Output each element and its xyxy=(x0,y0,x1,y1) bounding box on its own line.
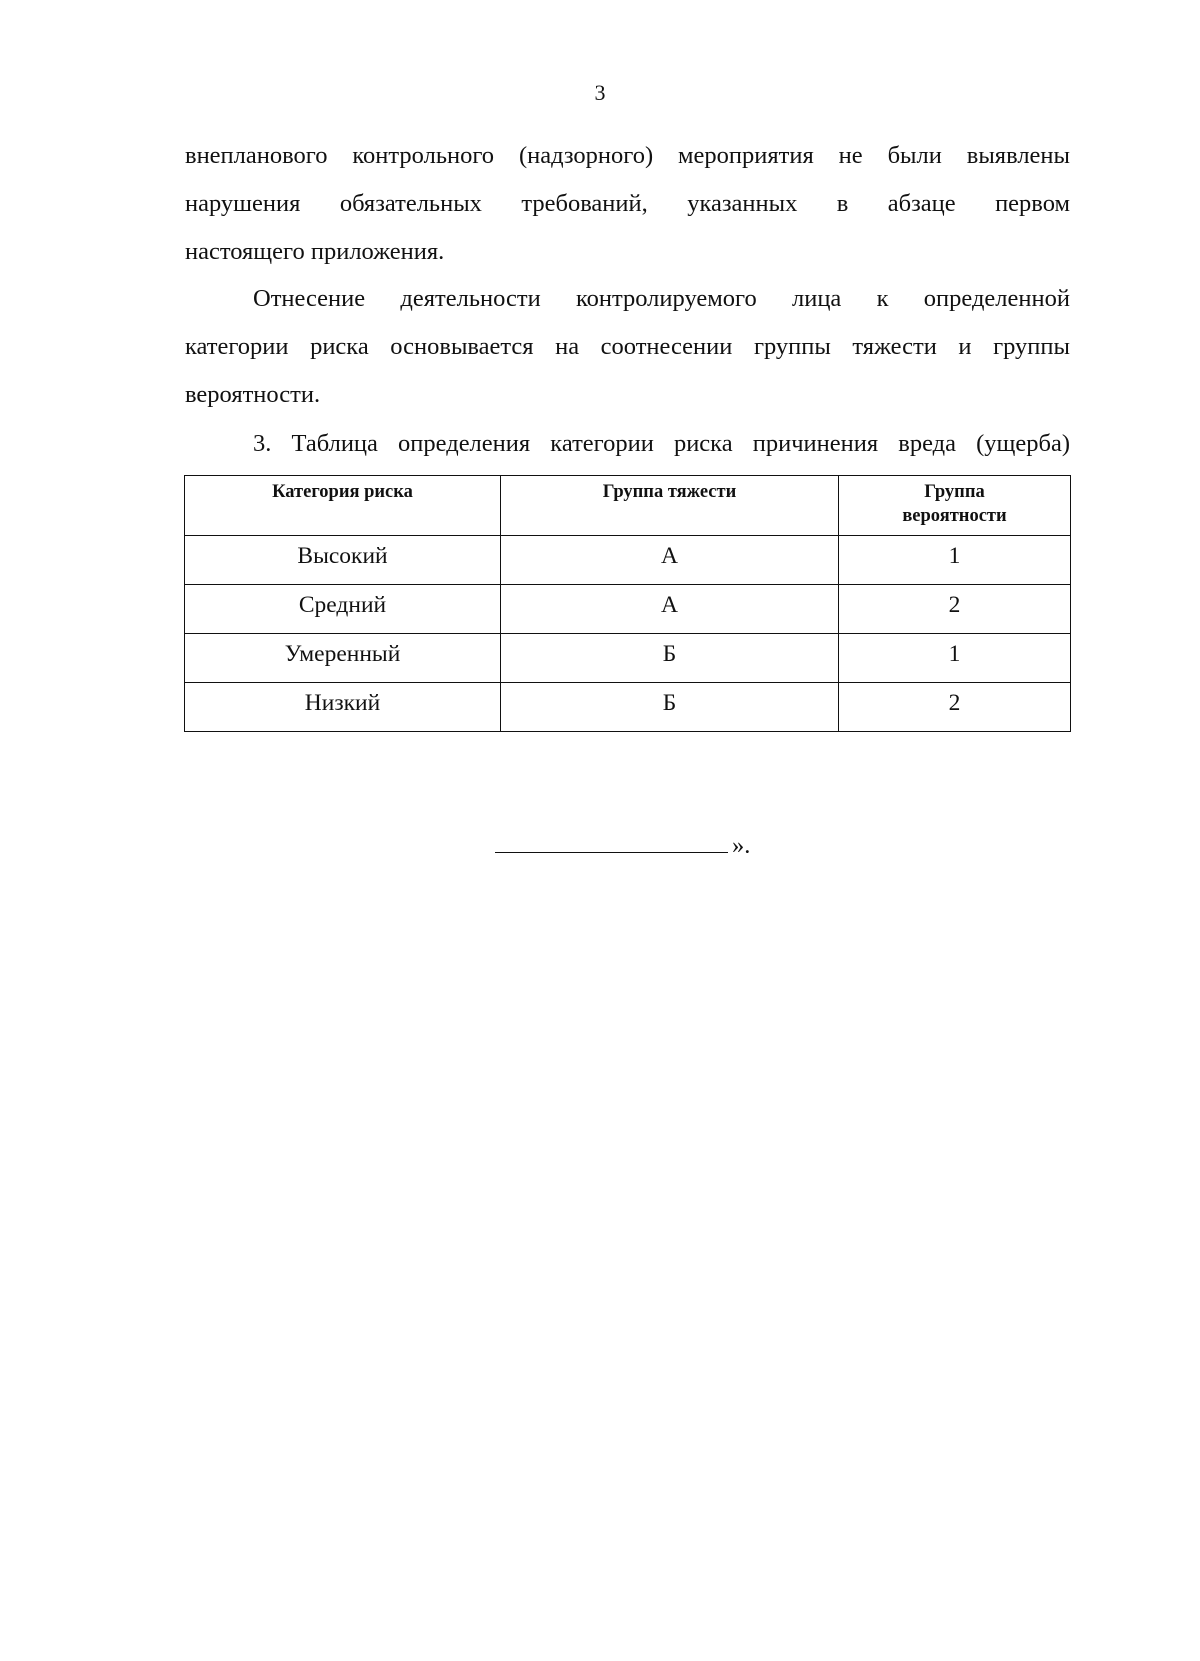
cell-probability-group: 2 xyxy=(839,683,1071,732)
table-row xyxy=(185,536,1071,585)
paragraph-line xyxy=(185,275,1070,323)
cell-risk-category: Низкий xyxy=(185,683,501,732)
risk-category-table xyxy=(184,475,1071,732)
paragraph-risk-category xyxy=(185,275,1070,419)
table-row xyxy=(185,683,1071,732)
paragraph-line: вероятности. xyxy=(185,381,321,408)
closing-line xyxy=(495,826,750,866)
cell-risk-category: Средний xyxy=(185,585,501,634)
closing-rule xyxy=(495,826,728,853)
paragraph-line-text: Отнесение деятельности контролируемого лица к определенной xyxy=(253,285,1070,312)
table-header-row xyxy=(185,476,1071,536)
cell-risk-category: Умеренный xyxy=(185,634,501,683)
cell-probability-group: 1 xyxy=(839,634,1071,683)
header-probability-group xyxy=(839,476,1071,536)
cell-severity-group: Б xyxy=(501,683,839,732)
closing-mark: ». xyxy=(732,832,751,859)
table-row xyxy=(185,634,1071,683)
paragraph-continuation xyxy=(185,132,1070,276)
header-severity-group: Группа тяжести xyxy=(501,476,839,536)
cell-probability-group: 2 xyxy=(839,585,1071,634)
table-row xyxy=(185,585,1071,634)
paragraph-line: настоящего приложения. xyxy=(185,238,445,265)
header-risk-category: Категория риска xyxy=(185,476,501,536)
cell-risk-category: Высокий xyxy=(185,536,501,585)
table-caption: 3. Таблица определения категории риска причинения вреда (ущерба) xyxy=(253,430,1070,457)
paragraph-line: нарушения обязательных требований, указанных в абзаце первом xyxy=(185,190,1070,217)
paragraph-line: категории риска основывается на соотнесении группы тяжести и группы xyxy=(185,333,1070,360)
paragraph-line: внепланового контрольного (надзорного) мероприятия не были выявлены xyxy=(185,142,1070,169)
page-number: 3 xyxy=(594,80,606,105)
cell-severity-group: Б xyxy=(501,634,839,683)
header-probability-text: Группа вероятности xyxy=(902,482,1007,526)
cell-severity-group: А xyxy=(501,536,839,585)
cell-probability-group: 1 xyxy=(839,536,1071,585)
cell-severity-group: А xyxy=(501,585,839,634)
